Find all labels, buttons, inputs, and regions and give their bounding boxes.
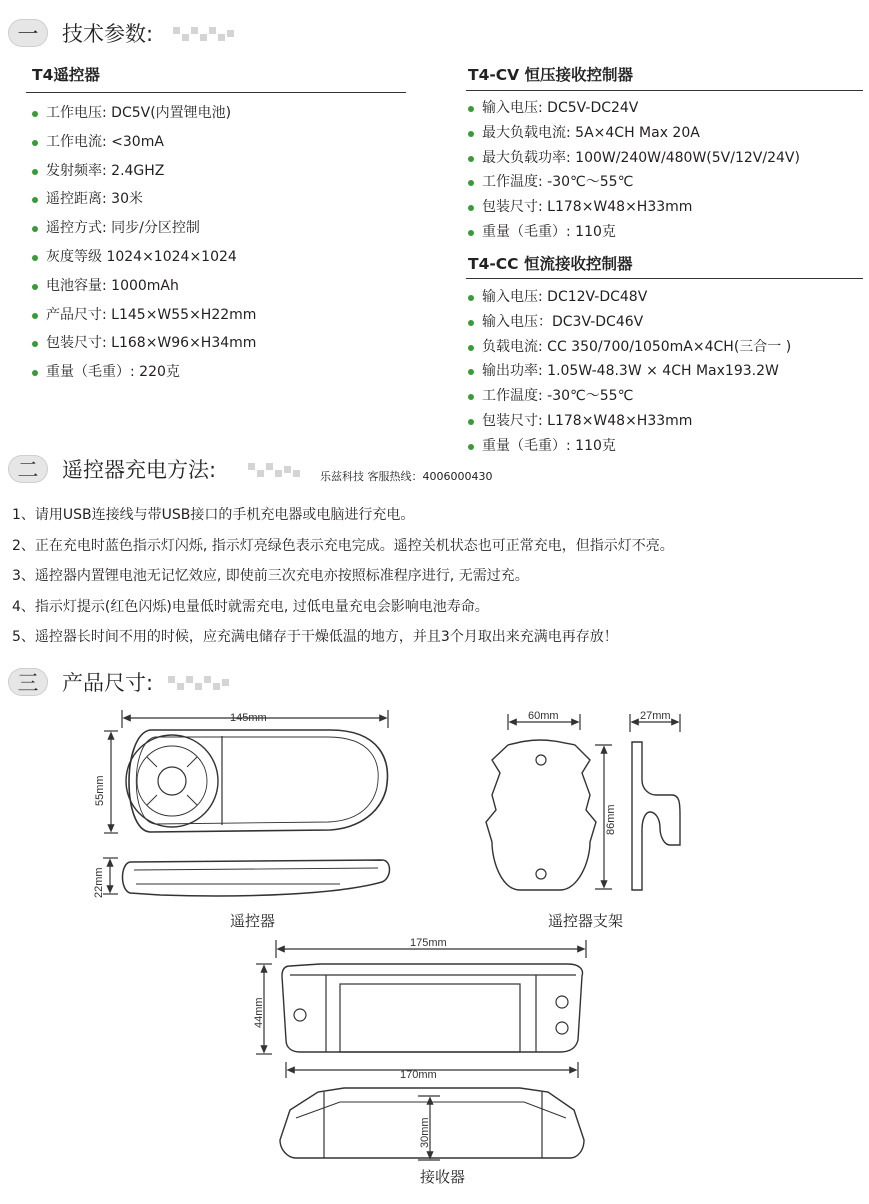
- spec-text: 包装尺寸: L178×W48×H33mm: [482, 412, 693, 429]
- spec-text: 工作电压: DC5V(内置锂电池): [46, 105, 232, 121]
- spec-text: 输入电压: DC5V-DC24V: [482, 100, 639, 116]
- bracket-depth-label: 27mm: [640, 710, 671, 722]
- spec-text: 发射频率: 2.4GHZ: [46, 162, 165, 179]
- spec-text: 输入电压: DC12V-DC48V: [482, 289, 648, 305]
- spec-text: 工作温度: -30℃～55℃: [482, 388, 634, 405]
- spec-text: 电池容量: 1000mAh: [46, 277, 179, 294]
- receiver-length-label: 175mm: [410, 937, 447, 949]
- spec-text: 负载电流: CC 350/700/1050mA×4CH(三合一 ): [482, 338, 792, 355]
- spec-text: 工作温度: -30℃～55℃: [482, 174, 634, 191]
- receiver-thickness-label: 30mm: [419, 1117, 431, 1148]
- receiver-top-view: [253, 937, 586, 1081]
- remote-side-view: [93, 858, 390, 898]
- section-title: 技术参数:: [62, 22, 154, 46]
- spec-text: 产品尺寸: L145×W55×H22mm: [46, 306, 257, 323]
- section-number: 一: [8, 19, 48, 47]
- spec-text: 包装尺寸: L178×W48×H33mm: [482, 199, 693, 216]
- receiver-body-length-label: 170mm: [400, 1069, 437, 1081]
- spec-text: 遥控方式: 同步/分区控制: [46, 220, 200, 237]
- charging-step: 2、正在充电时蓝色指示灯闪烁, 指示灯亮绿色表示充电完成。遥控关机状态也可正常充电，但指示灯不亮。: [12, 537, 674, 554]
- bracket-caption: 遥控器支架: [548, 913, 624, 930]
- service-hotline: 乐兹科技 客服热线：4006000430: [320, 470, 493, 483]
- spec-text: 输入电压：DC3V-DC46V: [482, 313, 644, 330]
- remote-thickness-label: 22mm: [93, 867, 105, 898]
- remote-top-view: [94, 710, 388, 833]
- spec-text: 重量（毛重）: 110克: [482, 223, 616, 240]
- receiver-caption: 接收器: [420, 1169, 466, 1186]
- remote-height-label: 55mm: [94, 775, 106, 806]
- spec-text: 重量（毛重）: 110克: [482, 437, 616, 454]
- charging-step: 1、请用USB连接线与带USB接口的手机充电器或电脑进行充电。: [12, 507, 415, 523]
- spec-text: 工作电流: <30mA: [46, 133, 164, 150]
- charging-step: 3、遥控器内置锂电池无记忆效应, 即使前三次充电亦按照标准程序进行, 无需过充。: [12, 568, 529, 584]
- section-title: 产品尺寸:: [62, 671, 154, 695]
- bracket-height-label: 86mm: [605, 804, 617, 835]
- remote-width-label: 145mm: [230, 712, 267, 724]
- spec-text: 遥控距离: 30米: [46, 191, 143, 208]
- receiver-height-label: 44mm: [253, 997, 265, 1028]
- spec-text: 最大负载功率: 100W/240W/480W(5V/12V/24V): [482, 149, 800, 166]
- bracket-front-view: [486, 710, 617, 890]
- spec-text: 包装尺寸: L168×W96×H34mm: [46, 335, 257, 352]
- section-number: 二: [8, 455, 48, 483]
- t4-title: T4遥控器: [32, 66, 100, 84]
- spec-text: 最大负载电流: 5A×4CH Max 20A: [482, 124, 700, 141]
- charging-step: 5、遥控器长时间不用的时候，应充满电储存于干燥低温的地方，并且3个月取出来充满电再存放！: [12, 629, 618, 645]
- spec-text: 输出功率: 1.05W-48.3W × 4CH Max193.2W: [482, 363, 779, 380]
- bracket-width-label: 60mm: [528, 710, 559, 722]
- bracket-side-view: [630, 710, 680, 890]
- section-number: 三: [8, 668, 48, 696]
- t4cv-title: T4-CV 恒压接收控制器: [468, 66, 634, 84]
- remote-caption: 遥控器: [230, 913, 276, 930]
- section-title: 遥控器充电方法:: [62, 458, 217, 482]
- spec-text: 灰度等级 1024×1024×1024: [46, 248, 237, 265]
- receiver-side-view: [280, 1088, 584, 1160]
- t4cc-title: T4-CC 恒流接收控制器: [468, 255, 633, 273]
- charging-step: 4、指示灯提示(红色闪烁)电量低时就需充电, 过低电量充电会影响电池寿命。: [12, 598, 489, 615]
- spec-text: 重量（毛重）: 220克: [46, 364, 180, 381]
